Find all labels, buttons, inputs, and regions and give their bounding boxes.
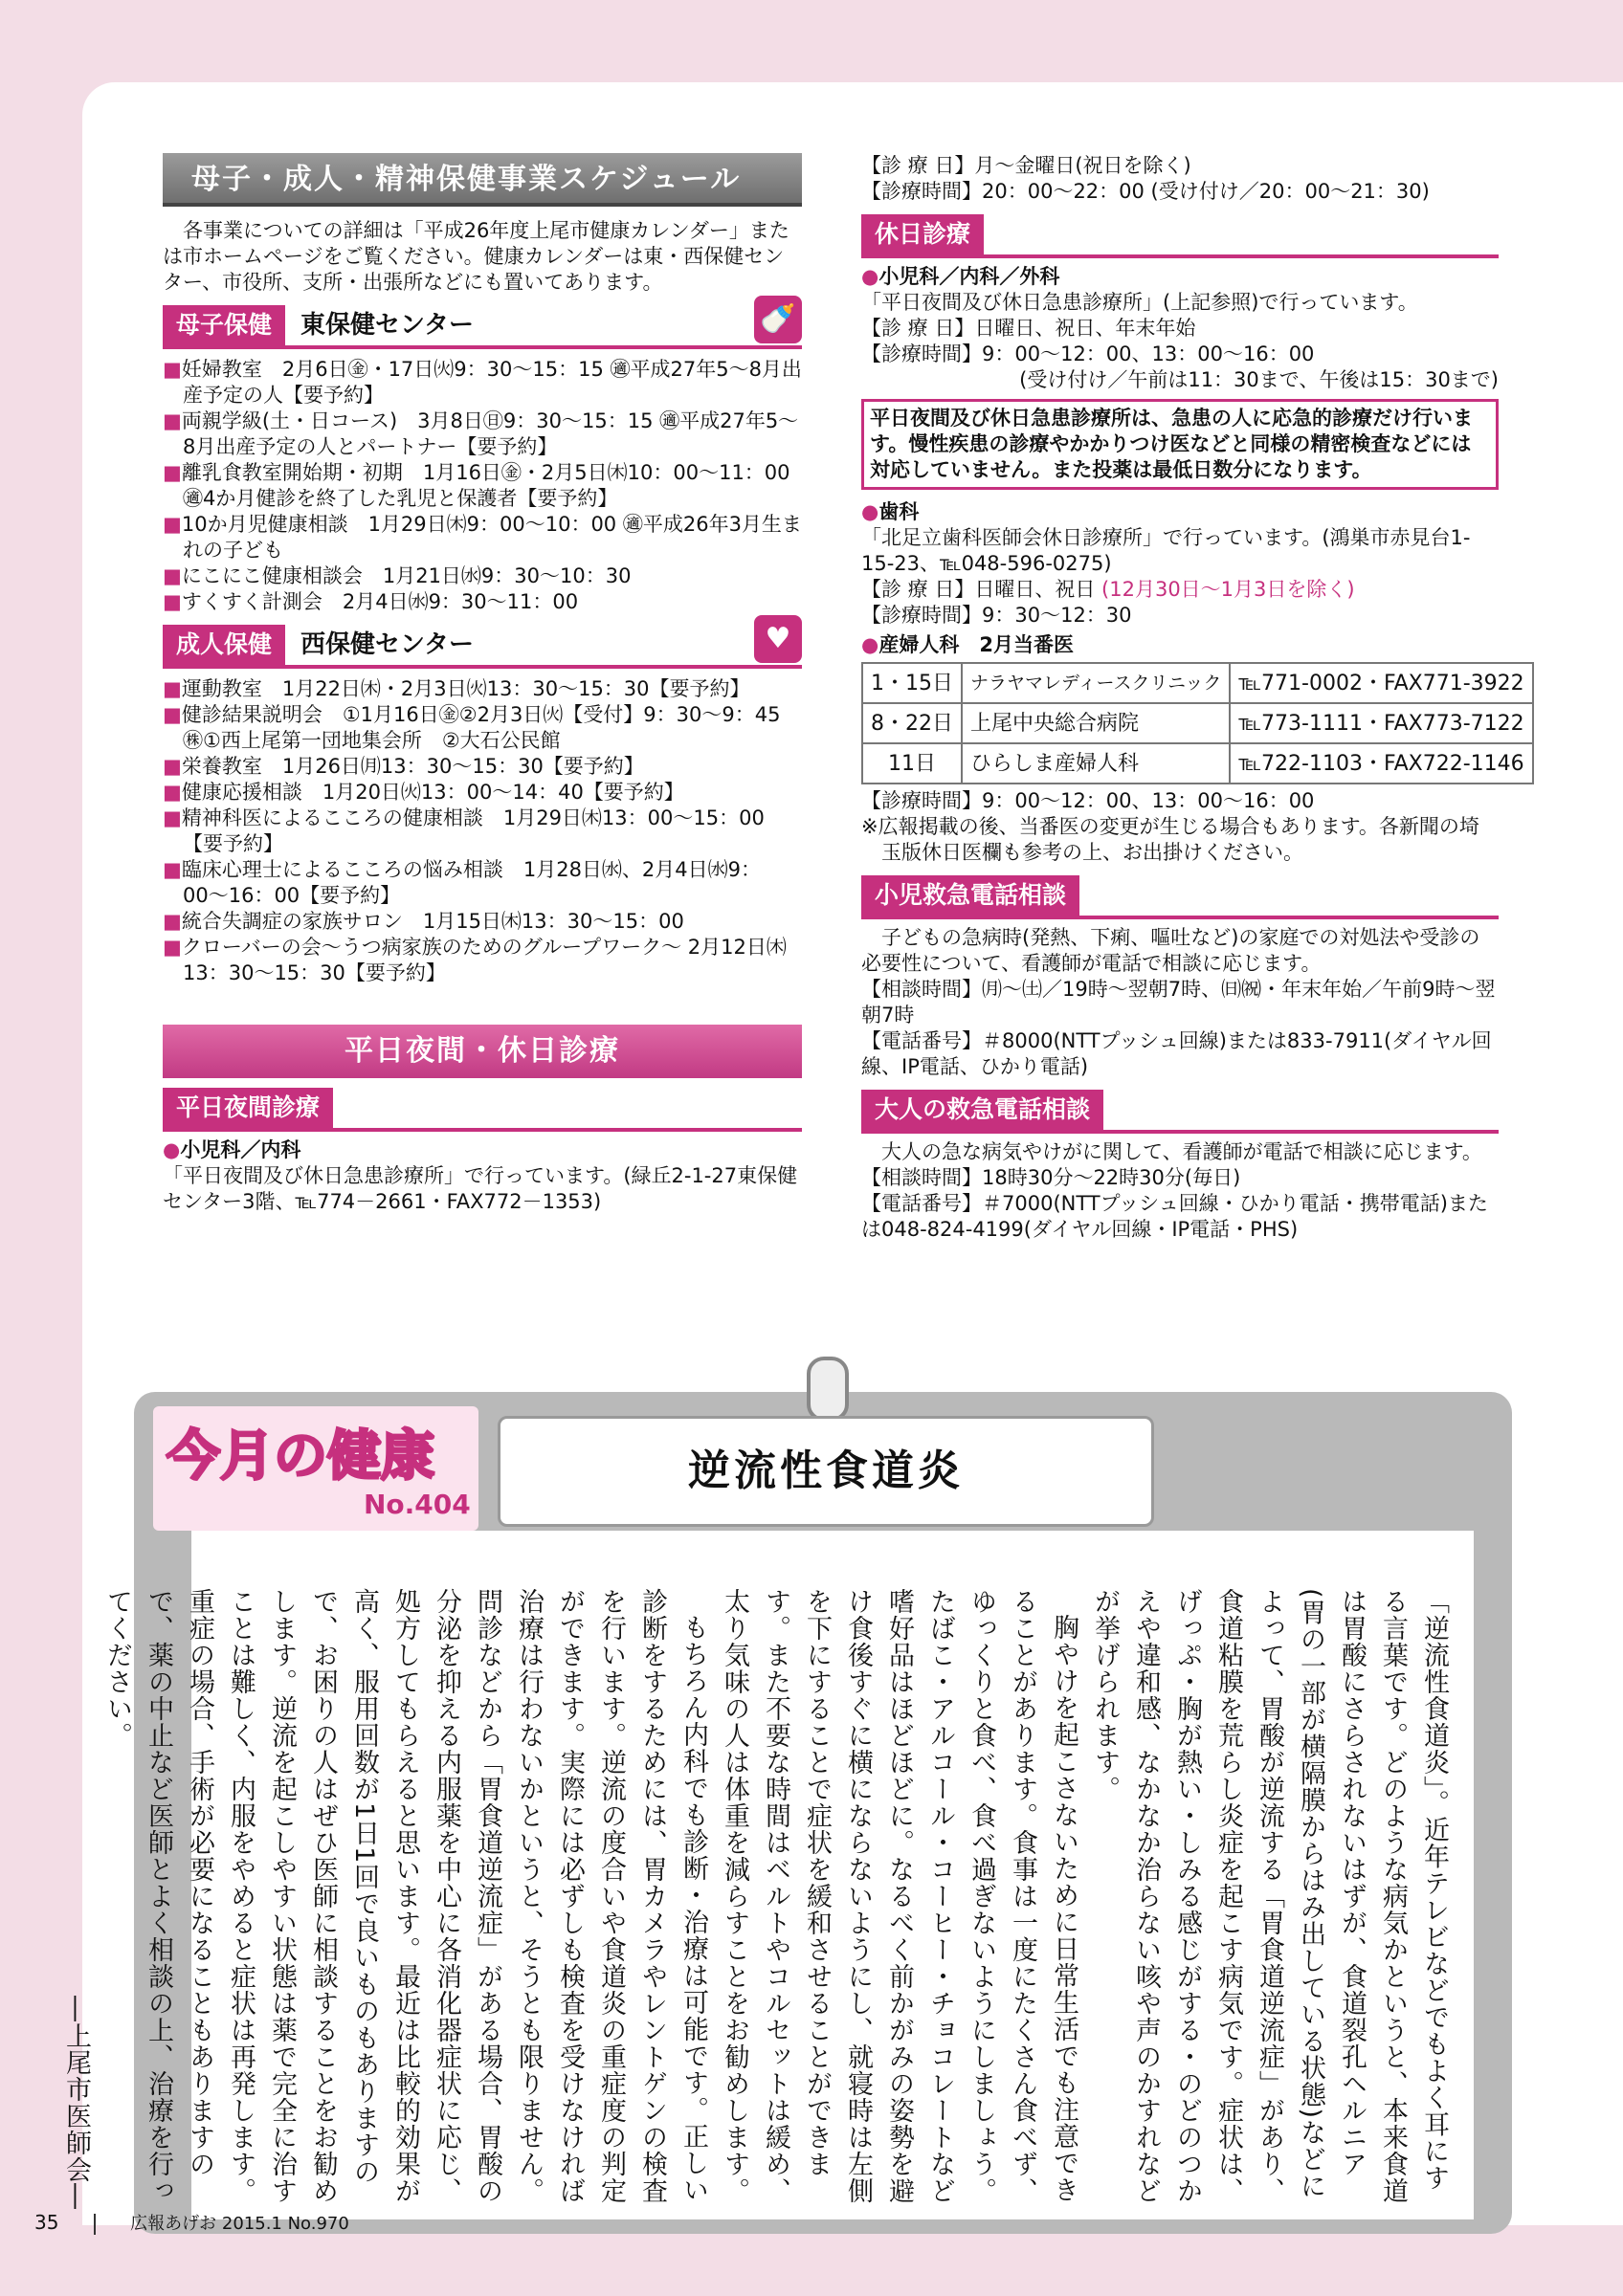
- section-label: 小児救急電話相談: [861, 875, 1079, 916]
- article-paragraph: もちろん内科でも診断・治療は可能です。正しい診断をするためには、胃カメラやレントゲンの検査を行います。逆流の度合いや食道炎の重症度の判定ができます。実際には必ずしも検査を受けなければ治療は行わないかというと、そうとも限りません。問診などから「胃食道逆流症」がある場合、胃酸の分泌を抑える内服薬を中心に各消化器症状に応じ、処方してもらえると思います。最近は比較的効果が高く、服用回数が1日1回で良いものもありますので、お困りの人はぜひ医師に相談することをお勧めします。逆流を起こしやすい状態は薬で完全に治すことは難しく、内服をやめると症状は再発します。重症の場合、手術が必要になることもありますので、薬の中止など医師とよく相談の上、治療を行ってください。: [102, 1588, 708, 2204]
- list-item: ■ 統合失調症の家族サロン 1月15日㈭13：30〜15：00: [163, 909, 802, 935]
- night-holiday-header: 平日夜間・休日診療: [163, 1025, 802, 1078]
- health-title: 逆流性食道炎: [498, 1416, 1154, 1527]
- shoni-hours: 【相談時間】㈪〜㈯／19時〜翌朝7時、㈰㈷・年末年始／午前9時〜翌朝7時: [861, 978, 1496, 1027]
- shoni-text: 子どもの急病時(発熱、下痢、嘔吐など)の家庭での対処法や受診の必要性について、看護師が電話で相談に応じます。: [861, 926, 1480, 975]
- obgyn-hours: 【診療時間】9：00〜12：00、13：00〜16：00: [861, 789, 1315, 812]
- table-cell-name: ひらしま産婦人科: [962, 743, 1230, 784]
- list-item: ■ 健康応援相談 1月20日㈫13：00〜14：40【要予約】: [163, 780, 802, 806]
- list-item: ■ 妊婦教室 2月6日㊎・17日㈫9：30〜15：15 ㊜平成27年5〜8月出産予定の人【要予約】: [163, 357, 802, 408]
- article-signature: ―上尾市医師会―: [61, 1996, 91, 2210]
- kyujitsu-reception: (受け付け／午前は11：30まで、午後は15：30まで): [1019, 368, 1499, 391]
- left-column: [163, 153, 802, 1215]
- department: ● 小児科／内科／外科: [861, 264, 1499, 290]
- table-row: [862, 663, 1533, 703]
- section-boshi: [163, 302, 802, 349]
- table-cell-date: 8・22日: [862, 703, 962, 743]
- dental-days: [861, 577, 1499, 603]
- otona-tel: 【電話番号】＃7000(NTTプッシュ回線・ひかり電話・携帯電話)または048-824-4199(ダイヤル回線・IP電話・PHS): [861, 1192, 1488, 1241]
- health-article: [61, 1588, 1455, 2210]
- section-otona: [861, 1090, 1499, 1134]
- article-paragraph: 「逆流性食道炎」。近年テレビなどでもよく耳にする言葉です。どのような病気かというと、本来食道は胃酸にさらされないはずが、食道裂孔ヘルニア(胃の一部が横隔膜からはみ出している状態)などによって、胃酸が逆流する「胃食道逆流症」があり、食道粘膜を荒らし炎症を起こす病気です。症状は、げっぷ・胸が熱い・しみる感じがする・のどのつかえや違和感、なかなか治らない咳や声のかすれなどが挙げられます。: [1090, 1588, 1449, 2204]
- shoni-tel: 【電話番号】＃8000(NTTプッシュ回線)または833-7911(ダイヤル回線、IP電話、ひかり電話): [861, 1029, 1492, 1078]
- section-spacer: [1103, 1090, 1499, 1130]
- health-logo: 今月の健康: [167, 1425, 434, 1488]
- list-item: ■ にこにこ健康相談会 1月21日㈬9：30〜10：30: [163, 563, 802, 589]
- table-cell-tel: ℡773-1111・FAX773-7122: [1230, 703, 1532, 743]
- section-heijitsu: [163, 1088, 802, 1132]
- section-spacer: [333, 1088, 802, 1128]
- list-item: ■ 両親学級(土・日コース) 3月8日㊐9：30〜15：15 ㊜平成27年5〜8月出産予定の人とパートナー【要予約】: [163, 408, 802, 460]
- section-label: 母子保健: [163, 305, 285, 345]
- table-row: [862, 743, 1533, 784]
- obgyn-table: [861, 662, 1534, 784]
- article-paragraph: 胸やけを起こさないために日常生活でも注意できることがあります。食事は一度にたくさん食べず、ゆっくりと食べ、食べ過ぎないようにしましょう。たばこ・アルコール・コーヒー・チョコレートなど嗜好品はほどほどに。なるべく前かがみの姿勢を避け食後すぐに横にならないようにし、就寝時は左側を下にすることで症状を緩和させることができます。また不要な時間はベルトやコルセットは緩め、太り気味の人は体重を減らすことをお勧めします。: [720, 1588, 1078, 2204]
- issue-number: No.404: [364, 1489, 471, 1520]
- otona-hours: 【相談時間】18時30分〜22時30分(毎日): [861, 1166, 1241, 1189]
- otona-text: 大人の急な病気やけがに関して、看護師が電話で相談に応じます。: [881, 1140, 1482, 1163]
- table-cell-name: ナラヤマレディースクリニック: [962, 663, 1230, 703]
- list-item: ■ 10か月児健康相談 1月29日㈭9：00〜10：00 ㊜平成26年3月生まれの子ども: [163, 512, 802, 563]
- footer-divider: [94, 2214, 96, 2235]
- list-item: ■ 健診結果説明会 ①1月16日㊎②2月3日㈫【受付】9：30〜9：45 ㊑①西上尾第一団地集会所 ②大石公民館: [163, 702, 802, 754]
- section-kyujitsu: [861, 214, 1499, 258]
- table-cell-tel: ℡722-1103・FAX722-1146: [1230, 743, 1532, 784]
- kyujitsu-note: 平日夜間及び休日急患診療所は、急患の人に応急的診療だけ行います。慢性疾患の診療やかかりつけ医などと同様の精密検査などには対応していません。また投薬は最低日数分になります。: [861, 399, 1499, 490]
- section-label: 平日夜間診療: [163, 1088, 333, 1128]
- obgyn-label: ● 産婦人科 2月当番医: [861, 632, 1499, 658]
- consult-hours: 【診療時間】20：00〜22：00 (受け付け／20：00〜21：30): [861, 180, 1430, 203]
- list-item: ■ 運動教室 1月22日㈭・2月3日㈫13：30〜15：30【要予約】: [163, 676, 802, 702]
- dental-days-text: 【診 療 日】日曜日、祝日: [861, 578, 1096, 601]
- list-item: ■ 栄養教室 1月26日㈪13：30〜15：30【要予約】: [163, 754, 802, 780]
- baby-bottle-icon: 🍼: [754, 296, 802, 343]
- section-seijin: [163, 622, 802, 669]
- dental-text: 「北足立歯科医師会休日診療所」で行っています。(鴻巣市赤見台1-15-23、℡048-596-0275): [861, 526, 1471, 575]
- table-row: [862, 703, 1533, 743]
- table-cell-name: 上尾中央総合病院: [962, 703, 1230, 743]
- kyujitsu-days: 【診 療 日】日曜日、祝日、年末年始: [861, 317, 1196, 340]
- section-shoni: [861, 875, 1499, 919]
- clip-icon: [807, 1357, 849, 1422]
- table-cell-date: 11日: [862, 743, 962, 784]
- seijin-list: [163, 676, 802, 986]
- section-sublabel: 西保健センター: [300, 630, 474, 659]
- department: ● 小児科／内科: [163, 1137, 802, 1163]
- list-item: ■ 精神科医によるこころの健康相談 1月29日㈭13：00〜15：00【要予約】: [163, 806, 802, 857]
- boshi-list: [163, 357, 802, 615]
- dental-hours: 【診療時間】9：30〜12：30: [861, 604, 1132, 627]
- section-spacer: [1079, 875, 1499, 916]
- heijitsu-text: 「平日夜間及び休日急患診療所」で行っています。(緑丘2-1-27東保健センター3階、℡774－2661・FAX772－1353): [163, 1164, 798, 1213]
- page-number: 35: [34, 2211, 59, 2234]
- schedule-intro: 各事業についての詳細は「平成26年度上尾市健康カレンダー」または市ホームページをご覧ください。健康カレンダーは東・西保健センター、市役所、支所・出張所などにも置いてあります。: [163, 219, 789, 294]
- exercise-heart-icon: ♥: [754, 615, 802, 663]
- section-label: 成人保健: [163, 625, 285, 665]
- section-spacer: [984, 214, 1499, 254]
- dental-label: ● 歯科: [861, 499, 1499, 525]
- obgyn-note: ※広報掲載の後、当番医の変更が生じる場合もあります。各新聞の埼玉版休日医欄も参考の上、お出掛けください。: [861, 815, 1479, 864]
- section-label: 大人の救急電話相談: [861, 1090, 1103, 1130]
- consult-days: 【診 療 日】月〜金曜日(祝日を除く): [861, 154, 1191, 177]
- kyujitsu-text: 「平日夜間及び休日急患診療所」(上記参照)で行っています。: [861, 291, 1418, 314]
- publication-name: 広報あげお 2015.1 No.970: [130, 2214, 349, 2234]
- dental-days-note: (12月30日〜1月3日を除く): [1101, 578, 1355, 601]
- list-item: ■ クローバーの会〜うつ病家族のためのグループワーク〜 2月12日㈭13：30〜15：30【要予約】: [163, 935, 802, 986]
- list-item: ■ 離乳食教室開始期・初期 1月16日㊎・2月5日㈭10：00〜11：00 ㊜4か月健診を終了した乳児と保護者【要予約】: [163, 460, 802, 512]
- kyujitsu-hours: 【診療時間】9：00〜12：00、13：00〜16：00: [861, 342, 1315, 365]
- right-column: [861, 153, 1524, 1243]
- list-item: ■ すくすく計測会 2月4日㈬9：30〜11：00: [163, 589, 802, 615]
- section-label: 休日診療: [861, 214, 984, 254]
- logo-box: [153, 1406, 478, 1531]
- section-sublabel: 東保健センター: [300, 311, 474, 340]
- table-cell-tel: ℡771-0002・FAX771-3922: [1230, 663, 1532, 703]
- schedule-header: 母子・成人・精神保健事業スケジュール: [163, 153, 802, 207]
- table-cell-date: 1・15日: [862, 663, 962, 703]
- page-footer: [34, 2210, 349, 2235]
- list-item: ■ 臨床心理士によるこころの悩み相談 1月28日㈬、2月4日㈬9：00〜16：00【要予約】: [163, 857, 802, 909]
